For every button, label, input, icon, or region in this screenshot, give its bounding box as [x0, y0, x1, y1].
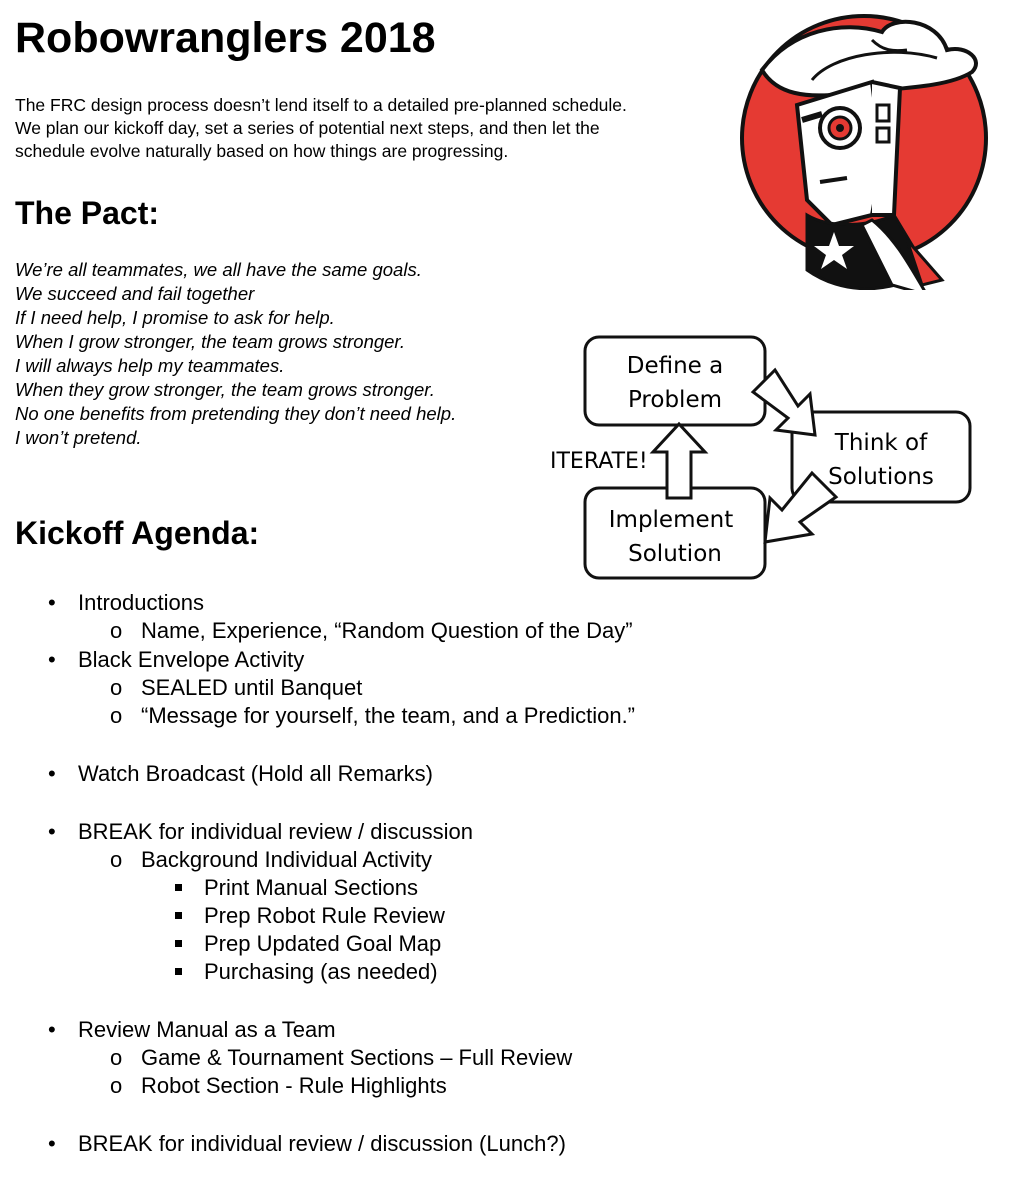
- agenda-subsubitem: Prep Robot Rule Review: [204, 903, 445, 928]
- agenda-subitem: SEALED until Banquet: [141, 675, 363, 700]
- bullet-dot-icon: •: [48, 819, 56, 844]
- agenda-heading: Kickoff Agenda:: [15, 515, 260, 551]
- box-label: Solutions: [828, 464, 934, 490]
- bullet-circle-icon: o: [110, 675, 123, 700]
- agenda-item: Watch Broadcast (Hold all Remarks): [78, 761, 433, 786]
- pact-line: I will always help my teammates.: [15, 355, 285, 376]
- bullet-circle-icon: o: [110, 847, 123, 872]
- intro-line: The FRC design process doesn’t lend itself to a detailed pre-planned schedule.: [15, 95, 627, 115]
- pact-line: We’re all teammates, we all have the same goals.: [15, 259, 422, 280]
- bullet-square-icon: [175, 940, 182, 947]
- define-problem-box: [585, 337, 765, 425]
- pact-line: No one benefits from pretending they don’t need help.: [15, 403, 457, 424]
- intro-line: schedule evolve naturally based on how things are progressing.: [15, 141, 509, 161]
- box-label: Think of: [834, 430, 928, 456]
- agenda-subsubitem: Print Manual Sections: [204, 875, 418, 900]
- bullet-dot-icon: •: [48, 761, 56, 786]
- agenda-item: Review Manual as a Team: [78, 1017, 336, 1042]
- implement-solution-box: [585, 488, 765, 578]
- agenda-item: BREAK for individual review / discussion (Lunch?): [78, 1131, 566, 1156]
- agenda-subsubitem: Prep Updated Goal Map: [204, 931, 442, 956]
- bullet-square-icon: [175, 968, 182, 975]
- bullet-dot-icon: •: [48, 647, 56, 672]
- bullet-circle-icon: o: [110, 1073, 123, 1098]
- agenda-subitem: Robot Section - Rule Highlights: [141, 1073, 447, 1098]
- iterate-label: ITERATE!: [550, 449, 648, 474]
- box-label: Problem: [627, 387, 723, 413]
- bullet-dot-icon: •: [48, 1017, 56, 1042]
- agenda-subitem: Background Individual Activity: [141, 847, 433, 872]
- pact-line: We succeed and fail together: [15, 283, 255, 304]
- pact-line: I won’t pretend.: [15, 427, 142, 448]
- agenda-subitem: Name, Experience, “Random Question of the Day”: [141, 618, 633, 643]
- agenda-item: Introductions: [78, 590, 204, 615]
- box-label: Implement: [608, 507, 734, 533]
- pact-heading: The Pact:: [15, 195, 160, 231]
- iterate-cycle-diagram: [540, 330, 980, 585]
- bullet-dot-icon: •: [48, 590, 56, 615]
- pact-text: [15, 258, 456, 450]
- bullet-circle-icon: o: [110, 618, 123, 643]
- bullet-square-icon: [175, 884, 182, 891]
- agenda-subitem: “Message for yourself, the team, and a Prediction.”: [141, 703, 636, 728]
- agenda-subsubitem: Purchasing (as needed): [204, 959, 438, 984]
- box-label: Define a: [626, 353, 724, 379]
- pact-line: If I need help, I promise to ask for help.: [15, 307, 335, 328]
- bullet-circle-icon: o: [110, 1045, 123, 1070]
- agenda-item: Black Envelope Activity: [78, 647, 305, 672]
- pact-line: When they grow stronger, the team grows stronger.: [15, 379, 435, 400]
- agenda-subitem: Game & Tournament Sections – Full Review: [141, 1045, 573, 1070]
- pact-line: When I grow stronger, the team grows stronger.: [15, 331, 406, 352]
- cowboy-robot-logo-icon: [722, 10, 1002, 290]
- box-label: Solution: [628, 541, 722, 567]
- agenda-item: BREAK for individual review / discussion: [78, 819, 473, 844]
- bullet-square-icon: [175, 912, 182, 919]
- bullet-dot-icon: •: [48, 1131, 56, 1156]
- intro-paragraph: [15, 94, 705, 163]
- intro-line: We plan our kickoff day, set a series of potential next steps, and then let the: [15, 118, 600, 138]
- bullet-circle-icon: o: [110, 703, 123, 728]
- document-title: Robowranglers 2018: [15, 14, 436, 62]
